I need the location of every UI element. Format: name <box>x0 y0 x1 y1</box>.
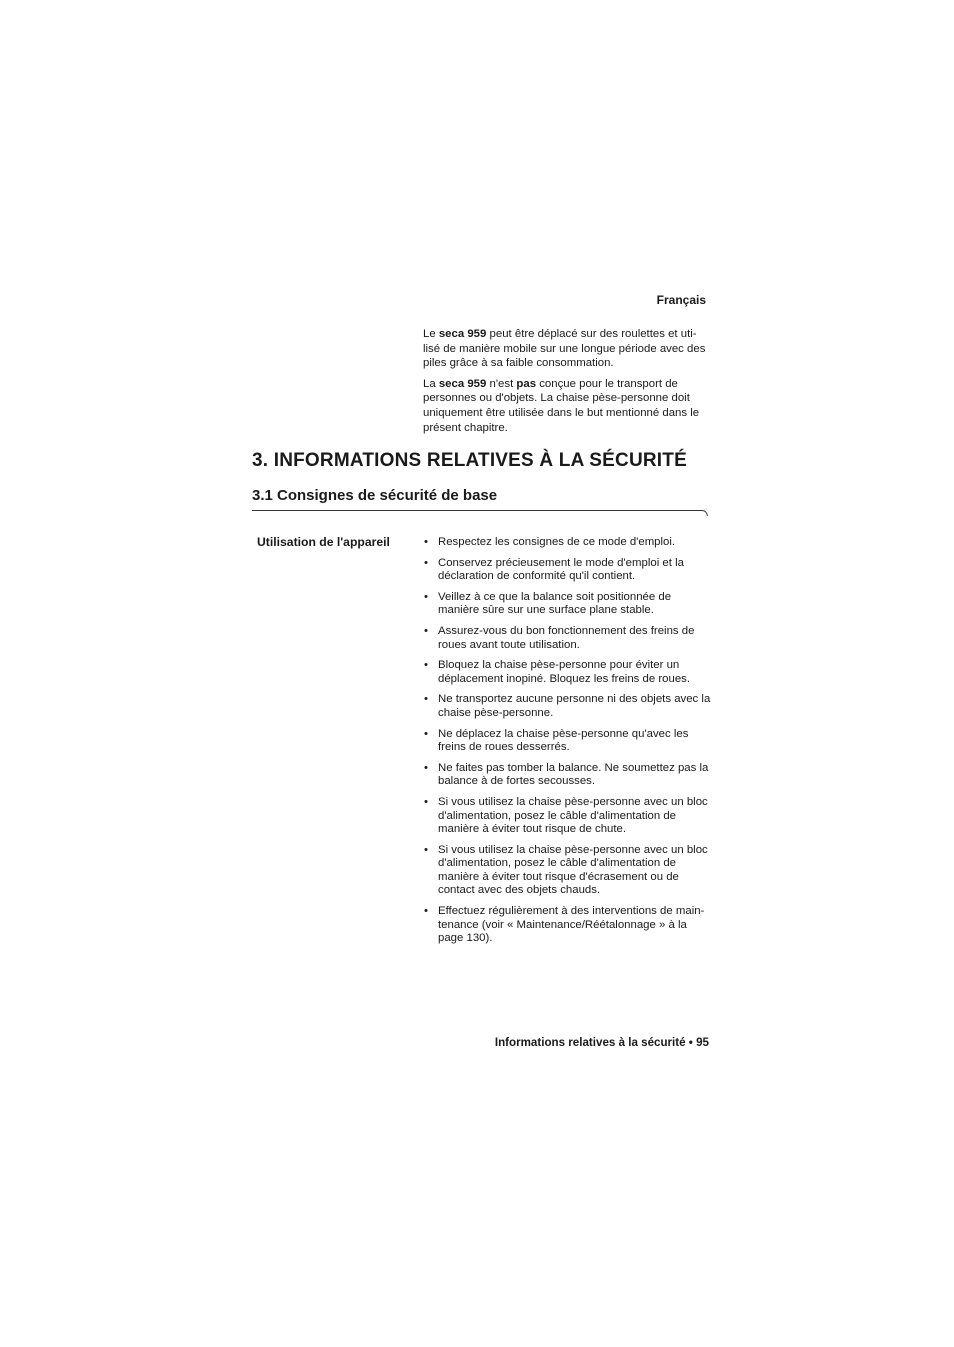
bullet-point: • <box>424 843 428 856</box>
bullet-point: • <box>424 795 428 808</box>
page-header-language: Français <box>656 293 706 307</box>
page-footer: Informations relatives à la sécurité • 95 <box>494 1036 709 1049</box>
intro-paragraph-1: Le seca 959 peut être déplacé sur des roulettes et uti-lisé de manière mobile sur une longue période avec des piles grâce à sa faible consommation. <box>423 328 706 370</box>
bullet-point: • <box>424 659 428 672</box>
product-name: seca 959 <box>438 377 487 390</box>
list-item-text: Conservez précieusement le mode d'emploi et la déclaration de conformité qu'il contient. <box>438 556 684 583</box>
list-item-text: Si vous utilisez la chaise pèse-personne avec un bloc d'alimentation, posez le câble d'alimentation de manière à éviter tout risque d'écrasement ou de contact avec des objets chauds. <box>438 843 708 897</box>
product-name: seca 959 <box>438 328 487 340</box>
list-item <box>423 625 715 652</box>
chapter-title: 3. INFORMATIONS RELATIVES À LA SÉCURITÉ <box>252 450 687 471</box>
list-item <box>423 762 715 789</box>
bullet-point: • <box>424 693 428 706</box>
list-item <box>423 693 715 720</box>
list-item-text: Bloquez la chaise pèse-personne pour éviter un déplacement inopiné. Bloquez les freins de roues. <box>438 659 691 685</box>
list-item <box>423 659 715 686</box>
list-item <box>423 844 715 898</box>
bullet-point: • <box>424 905 428 918</box>
list-item-text: Si vous utilisez la chaise pèse-personne avec un bloc d'alimentation, posez le câble d'alimentation de manière à éviter tout risque de chute. <box>438 795 708 836</box>
bullet-point: • <box>424 590 428 603</box>
list-item <box>423 905 715 946</box>
safety-bullet-list <box>423 536 715 953</box>
bullet-point: • <box>424 536 428 548</box>
section-divider <box>252 509 708 519</box>
list-item-text: Ne faites pas tomber la balance. Ne soumettez pas la balance à de fortes secousses. <box>438 761 709 788</box>
list-item-text: Effectuez régulièrement à des interventions de main-tenance (voir « Maintenance/Réétalonnage » à la page 130). <box>438 905 705 945</box>
section-title: 3.1 Consignes de sécurité de base <box>252 487 498 504</box>
side-label-device-use: Utilisation de l'appareil <box>257 535 390 549</box>
list-item <box>423 557 715 584</box>
list-item-text: Ne déplacez la chaise pèse-personne qu'avec les freins de roues desserrés. <box>438 727 689 754</box>
bullet-point: • <box>424 727 428 740</box>
list-item <box>423 536 715 550</box>
list-item <box>423 591 715 618</box>
bullet-point: • <box>424 556 428 569</box>
list-item-text: Respectez les consignes de ce mode d'emploi. <box>438 536 676 548</box>
list-item-text: Veillez à ce que la balance soit positionnée de manière sûre sur une surface plane stable. <box>438 590 672 617</box>
list-item-text: Assurez-vous du bon fonctionnement des freins de roues avant toute utilisation. <box>438 624 695 651</box>
list-item <box>423 796 715 837</box>
list-item <box>423 728 715 755</box>
intro-paragraph-2: La seca 959 n'est pas conçue pour le transport de personnes ou d'objets. La chaise pèse-personne doit uniquement être utilisée dans le but mentionné dans le présent chapitre. <box>423 377 700 434</box>
emphasis-word: pas <box>516 377 537 390</box>
bullet-point: • <box>424 761 428 774</box>
bullet-point: • <box>424 624 428 637</box>
list-item-text: Ne transportez aucune personne ni des objets avec la chaise pèse-personne. <box>438 693 711 719</box>
intro-text <box>423 327 713 441</box>
